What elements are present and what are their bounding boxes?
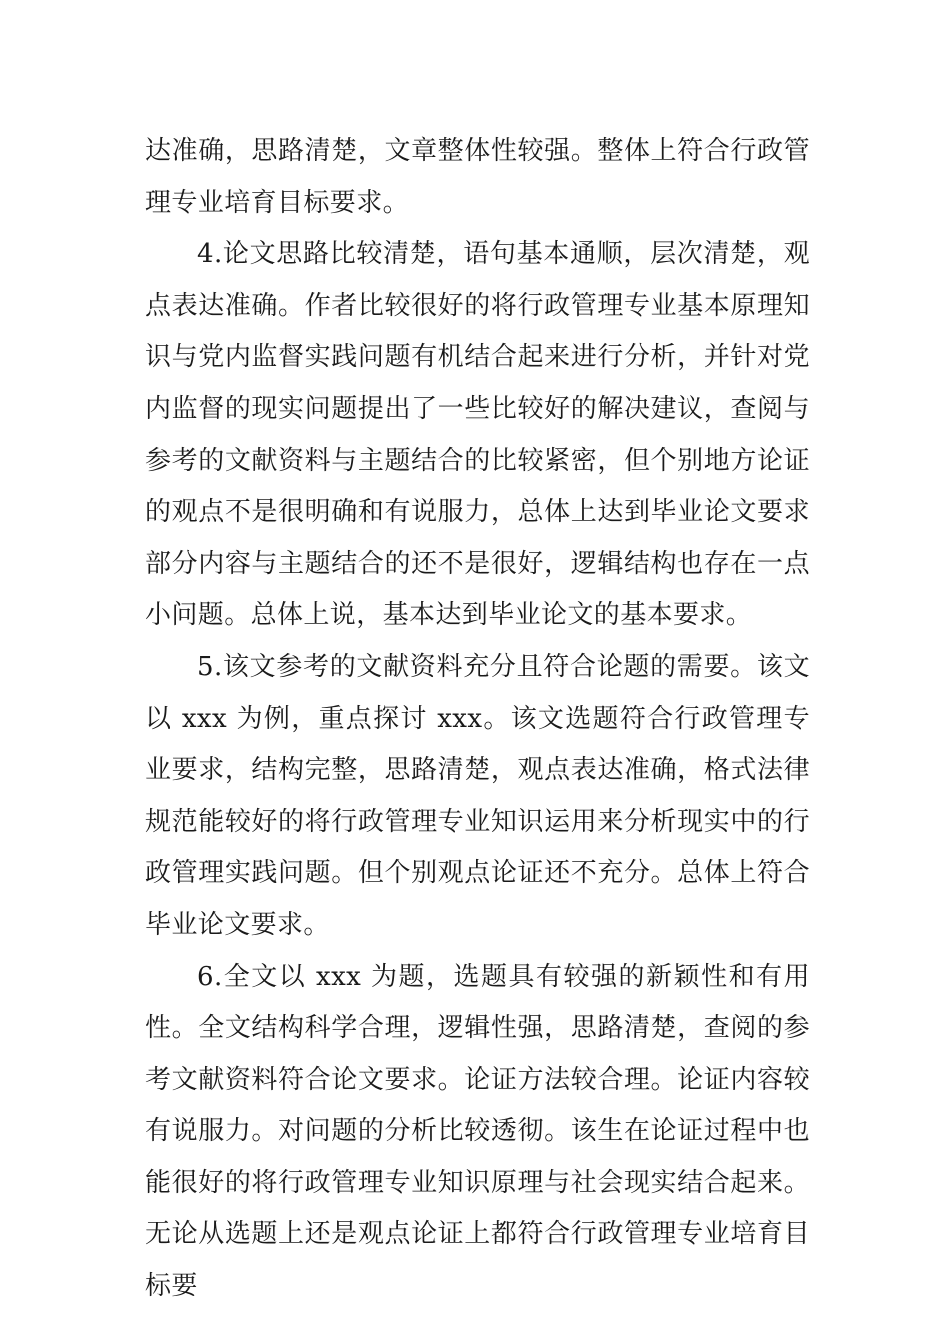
paragraph-item-5: 5.该文参考的文献资料充分且符合论题的需要。该文以 xxx 为例，重点探讨 xxx。该文选题符合行政管理专业要求，结构完整，思路清楚，观点表达准确，格式法律规范能较好的将行政管理专业知识运用来分析现实中的行政管理实践问题。但个别观点论证还不充分。总体上符合毕业论文要求。: [145, 651, 810, 940]
body-text: [145, 126, 810, 1313]
paragraph-item-6: 6.全文以 xxx 为题，选题具有较强的新颖性和有用性。全文结构科学合理，逻辑性强，思路清楚，查阅的参考文献资料符合论文要求。论证方法较合理。论证内容较有说服力。对问题的分析比较透彻。该生在论证过程中也能很好的将行政管理专业知识原理与社会现实结合起来。无论从选题上还是观点论证上都符合行政管理专业培育目标要: [145, 961, 810, 1302]
paragraph-continuation: 达准确，思路清楚，文章整体性较强。整体上符合行政管理专业培育目标要求。: [145, 136, 810, 218]
paragraph-item-4: 4.论文思路比较清楚，语句基本通顺，层次清楚，观点表达准确。作者比较很好的将行政管理专业基本原理知识与党内监督实践问题有机结合起来进行分析，并针对党内监督的现实问题提出了一些比较好的解决建议，查阅与参考的文献资料与主题结合的比较紧密，但个别地方论证的观点不是很明确和有说服力，总体上达到毕业论文要求部分内容与主题结合的还不是很好，逻辑结构也存在一点小问题。总体上说，基本达到毕业论文的基本要求。: [145, 239, 810, 631]
